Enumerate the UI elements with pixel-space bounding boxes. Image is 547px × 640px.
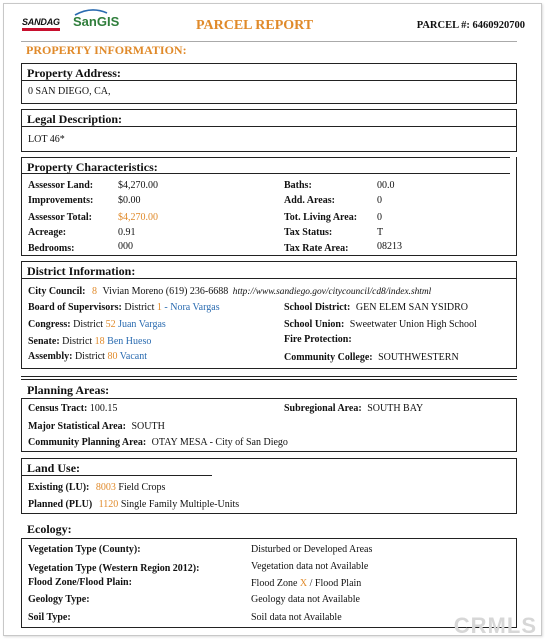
- improvements-label: Improvements:: [28, 195, 94, 206]
- flood-zone-prefix: Flood Zone: [251, 578, 298, 589]
- tax-status-value: T: [377, 227, 384, 238]
- school-union-row: [284, 319, 477, 330]
- tax-status-label: Tax Status:: [284, 227, 333, 238]
- community-planning-area-row: [28, 437, 288, 448]
- tot-living-area-value: 0: [377, 212, 382, 223]
- census-tract-value: 100.15: [89, 403, 118, 414]
- crmls-watermark: CRMLS: [453, 613, 537, 638]
- census-tract-label: Census Tract:: [28, 403, 88, 414]
- subregional-area-value: SOUTH BAY: [367, 403, 424, 414]
- assembly-number: 80: [107, 351, 118, 362]
- flood-zone-code: X: [299, 578, 308, 589]
- congress-number: 52: [105, 319, 116, 330]
- report-title: PARCEL REPORT: [196, 18, 314, 33]
- section-divider: [21, 376, 517, 380]
- school-district-value: GEN ELEM SAN YSIDRO: [355, 302, 469, 313]
- congress-label: Congress:: [28, 319, 71, 330]
- city-council-number: 8: [92, 286, 97, 297]
- community-college-label: Community College:: [284, 352, 373, 363]
- subregional-area-row: [284, 403, 423, 414]
- vegetation-western-label: Vegetation Type (Western Region 2012):: [28, 563, 200, 574]
- assessor-total-value: $4,270.00: [118, 212, 158, 223]
- community-planning-area-label: Community Planning Area:: [28, 437, 147, 448]
- major-statistical-area-value: SOUTH: [131, 421, 165, 432]
- flood-zone-value: [251, 578, 361, 589]
- major-statistical-area-label: Major Statistical Area:: [28, 421, 126, 432]
- sangis-logo: [73, 14, 119, 29]
- school-district-row: [284, 302, 468, 313]
- add-areas-label: Add. Areas:: [284, 195, 335, 206]
- city-council-url[interactable]: http://www.sandiego.gov/citycouncil/cd8/index.shtml: [232, 287, 432, 297]
- community-college-row: [284, 352, 459, 363]
- sangis-swoosh-icon: [73, 8, 109, 16]
- assessor-land-label: Assessor Land:: [28, 180, 94, 191]
- property-characteristics-box: [21, 157, 517, 256]
- legal-description-box: [21, 109, 517, 152]
- parcel-number: PARCEL #: 6460920700: [416, 20, 525, 31]
- senate-label: Senate:: [28, 336, 60, 347]
- baths-label: Baths:: [284, 180, 312, 191]
- property-address-box: [21, 63, 517, 104]
- flood-zone-label: Flood Zone/Flood Plain:: [28, 577, 132, 588]
- acreage-value: 0.91: [118, 227, 136, 238]
- property-information-title: PROPERTY INFORMATION:: [21, 41, 517, 57]
- district-information-title: District Information:: [22, 262, 516, 279]
- existing-land-use-code: 8003: [95, 482, 116, 493]
- supervisors-separator: -: [164, 302, 168, 313]
- supervisors-name[interactable]: Nora Vargas: [170, 302, 220, 313]
- supervisors-prefix: District: [124, 302, 155, 313]
- vegetation-county-value: Disturbed or Developed Areas: [251, 544, 373, 555]
- subregional-area-label: Subregional Area:: [284, 403, 362, 414]
- tax-rate-area-value: 08213: [377, 241, 402, 252]
- tot-living-area-label: Tot. Living Area:: [284, 212, 358, 223]
- property-address-value: 0 SAN DIEGO, CA,: [28, 86, 111, 97]
- community-college-value: SOUTHWESTERN: [378, 352, 459, 363]
- land-use-box: [21, 458, 517, 514]
- planned-land-use-value: Single Family Multiple-Units: [120, 499, 240, 510]
- congress-prefix: District: [73, 319, 104, 330]
- sandag-logo: SANDAG: [22, 17, 60, 31]
- city-council-label: City Council:: [28, 286, 86, 297]
- senate-row: [28, 336, 151, 347]
- senate-prefix: District: [62, 336, 93, 347]
- community-planning-area-value: OTAY MESA - City of San Diego: [151, 437, 288, 448]
- tax-rate-area-label: Tax Rate Area:: [284, 243, 349, 254]
- geology-type-value: Geology data not Available: [251, 594, 360, 605]
- sangis-logo-text: SanGIS: [73, 14, 120, 29]
- planned-land-use-code: 1120: [98, 499, 119, 510]
- school-district-label: School District:: [284, 302, 351, 313]
- assessor-land-value: $4,270.00: [118, 180, 158, 191]
- vegetation-county-label: Vegetation Type (County):: [28, 544, 141, 555]
- existing-land-use-value: Field Crops: [118, 482, 166, 493]
- legal-description-value: LOT 46*: [28, 134, 65, 145]
- bedrooms-label: Bedrooms:: [28, 243, 75, 254]
- ecology-box: [21, 538, 517, 628]
- soil-type-value: Soil data not Available: [251, 612, 342, 623]
- soil-type-label: Soil Type:: [28, 612, 71, 623]
- senate-number: 18: [94, 336, 105, 347]
- city-council-row: [28, 286, 431, 297]
- add-areas-value: 0: [377, 195, 382, 206]
- flood-plain-text: / Flood Plain: [309, 578, 362, 589]
- property-address-title: Property Address:: [22, 64, 516, 81]
- district-information-box: [21, 261, 517, 369]
- supervisors-row: [28, 302, 220, 313]
- school-union-label: School Union:: [284, 319, 345, 330]
- congress-row: [28, 319, 166, 330]
- land-use-title: Land Use:: [22, 459, 212, 476]
- property-characteristics-title: Property Characteristics:: [22, 157, 510, 174]
- assembly-prefix: District: [74, 351, 105, 362]
- assembly-name[interactable]: Vacant: [119, 351, 147, 362]
- report-header: [20, 14, 525, 40]
- school-union-value: Sweetwater Union High School: [349, 319, 477, 330]
- congress-name[interactable]: Juan Vargas: [118, 319, 166, 330]
- planned-land-use-label: Planned (PLU): [28, 499, 93, 510]
- major-statistical-area-row: [28, 421, 165, 432]
- senate-name[interactable]: Ben Hueso: [107, 336, 152, 347]
- planning-areas-box: [21, 398, 517, 452]
- assembly-label: Assembly:: [28, 351, 73, 362]
- planned-land-use-row: [28, 499, 239, 510]
- improvements-value: $0.00: [118, 195, 141, 206]
- baths-value: 00.0: [377, 180, 395, 191]
- supervisors-number: 1: [156, 302, 162, 313]
- existing-land-use-label: Existing (LU):: [28, 482, 90, 493]
- assessor-total-label: Assessor Total:: [28, 212, 92, 223]
- assembly-row: [28, 351, 147, 362]
- acreage-label: Acreage:: [28, 227, 67, 238]
- existing-land-use-row: [28, 482, 165, 493]
- legal-description-title: Legal Description:: [22, 110, 516, 127]
- city-council-name: Vivian Moreno (619) 236-6688: [102, 286, 229, 297]
- geology-type-label: Geology Type:: [28, 594, 90, 605]
- fire-protection-label: Fire Protection:: [284, 334, 352, 345]
- vegetation-western-value: Vegetation data not Available: [251, 561, 369, 572]
- ecology-title: Ecology:: [27, 522, 72, 536]
- supervisors-label: Board of Supervisors:: [28, 302, 122, 313]
- bedrooms-value: 000: [118, 241, 133, 252]
- census-tract-row: [28, 403, 117, 414]
- planning-areas-title: Planning Areas:: [27, 383, 110, 397]
